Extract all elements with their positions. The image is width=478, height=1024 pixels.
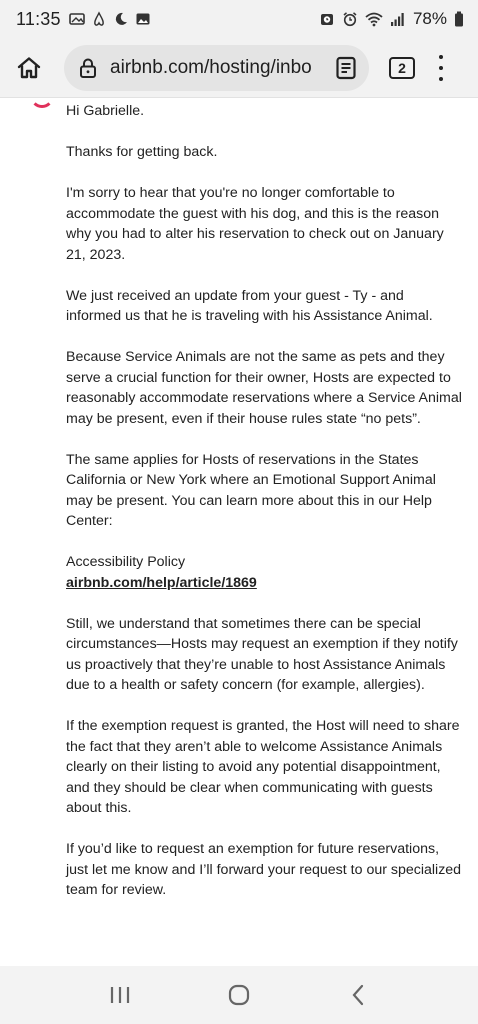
policy-title: Accessibility Policy [66, 554, 186, 570]
message-paragraph: If the exemption request is granted, the Host will need to share the fact that they aren’t able to welcome Assistance Animals clearly on their listing to avoid any potential disappointment, and they should be clear when communicating with guests about this. [66, 718, 460, 816]
policy-link[interactable]: airbnb.com/help/article/1869 [66, 574, 257, 591]
status-bar [0, 0, 478, 38]
battery-icon [454, 11, 464, 27]
policy-reference [66, 552, 462, 593]
signal-icon [390, 11, 406, 27]
address-bar[interactable] [64, 45, 369, 91]
tab-switcher-button[interactable]: 2 [389, 57, 415, 79]
message-thread[interactable] [0, 98, 478, 966]
message-paragraph: Because Service Animals are not the same as pets and they serve a crucial function for their owner, Hosts are expected to reasonably accommodate reservations where a Service Animal may be present, even if their house rules state “no pets”. [66, 349, 462, 427]
gallery-icon [69, 11, 85, 27]
message-paragraph: Still, we understand that sometimes there can be special circumstances—Hosts may request an exemption if they notify us proactively that they’re unable to host Assistance Animals due to a health or safety concern (for example, allergies). [66, 615, 458, 693]
image-icon [135, 11, 151, 27]
airbnb-icon [91, 11, 107, 27]
message-paragraph: The same applies for Hosts of reservations in the States California or New York where an Emotional Support Animal may be present. You can learn more about this in our Help Center: [66, 451, 436, 529]
system-status [319, 9, 464, 29]
message-paragraph: We just received an update from your guest - Ty - and informed us that he is traveling with his Assistance Animal. [66, 287, 433, 324]
back-button[interactable] [338, 975, 378, 1015]
reader-mode-icon[interactable] [333, 55, 359, 81]
menu-dot [439, 55, 443, 59]
menu-dot [439, 77, 443, 81]
home-icon [16, 55, 42, 81]
message-body [66, 101, 462, 921]
url-text[interactable]: airbnb.com/hosting/inbo [110, 56, 312, 78]
avatar [30, 98, 54, 108]
moon-icon [113, 11, 129, 27]
greeting: Hi Gabrielle. [66, 103, 145, 119]
menu-dot [439, 66, 443, 70]
lock-icon[interactable] [76, 56, 100, 80]
home-button[interactable] [8, 47, 50, 89]
browser-toolbar [0, 38, 478, 98]
notification-icons [69, 11, 151, 27]
recent-apps-button[interactable] [100, 975, 140, 1015]
message-paragraph: I'm sorry to hear that you're no longer comfortable to accommodate the guest with his dog, and this is the reason why you had to alter his reservation to check out on January 21, 2023. [66, 185, 444, 263]
message-paragraph: If you’d like to request an exemption for future reservations, just let me know and I’ll forward your request to our specialized team for review. [66, 841, 462, 898]
clock: 11:35 [16, 8, 61, 29]
alarm-icon [319, 11, 335, 27]
more-menu-button[interactable] [435, 55, 447, 81]
system-navigation-bar [0, 966, 478, 1024]
home-nav-button[interactable] [219, 975, 259, 1015]
message-paragraph: Thanks for getting back. [66, 144, 218, 160]
battery-percentage: 78% [412, 9, 447, 28]
home-circle-icon [227, 983, 251, 1007]
back-icon [350, 983, 366, 1007]
wifi-icon [365, 11, 383, 27]
alarm-clock-icon [342, 11, 358, 27]
recents-icon [109, 985, 131, 1005]
